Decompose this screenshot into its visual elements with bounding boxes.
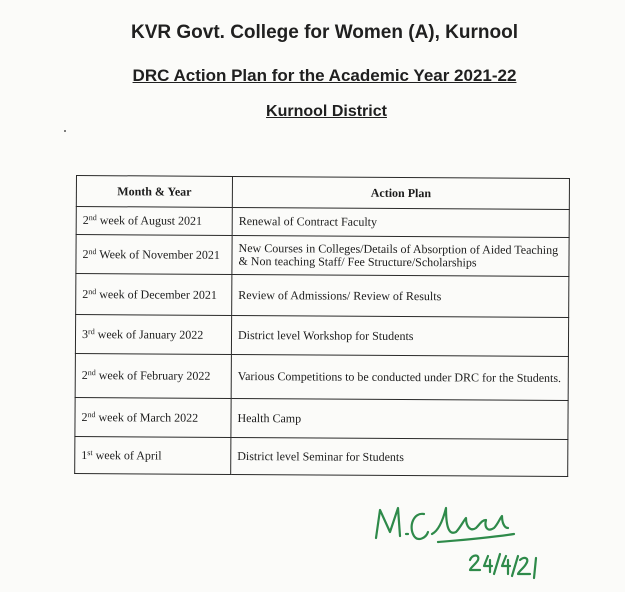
table-header-row (76, 176, 569, 210)
ordinal-suffix: st (87, 447, 93, 457)
ordinal: 3 (81, 326, 89, 341)
ordinal-suffix: nd (88, 246, 97, 256)
month-text: week of January 2022 (94, 326, 204, 342)
month-cell (76, 207, 232, 236)
month-text: week of December 2021 (96, 286, 217, 302)
table-row (75, 315, 568, 357)
scan-speck (64, 130, 66, 132)
action-cell: Review of Admissions/ Review of Results (232, 274, 569, 317)
table-row (75, 436, 568, 476)
ordinal: 2 (82, 246, 89, 261)
ordinal-suffix: nd (87, 409, 96, 419)
signature (368, 494, 548, 590)
ordinal: 2 (82, 213, 89, 228)
plan-title: DRC Action Plan for the Academic Year 2021-22 (132, 66, 517, 85)
action-plan-header: Action Plan (232, 176, 569, 209)
action-cell: District level Workshop for Students (231, 315, 568, 356)
action-cell: Renewal of Contract Faculty (232, 207, 569, 237)
table-row (75, 397, 568, 439)
month-text: Week of November 2021 (96, 246, 221, 262)
table-row (75, 353, 568, 400)
action-cell: New Courses in Colleges/Details of Absorption of Aided Teaching & Non teaching Staff/ Fee Structure/Scholarships (232, 235, 569, 276)
ordinal: 2 (81, 368, 88, 383)
ordinal: 2 (82, 286, 89, 301)
ordinal-suffix: nd (88, 286, 97, 296)
table-row (76, 274, 569, 318)
month-cell (75, 353, 231, 398)
ordinal: 2 (81, 409, 88, 424)
college-name: KVR Govt. College for Women (A), Kurnool (130, 22, 519, 43)
ordinal-suffix: nd (88, 213, 97, 223)
month-text: week of February 2022 (95, 368, 211, 383)
action-cell: Health Camp (231, 398, 568, 439)
action-plan-table (74, 175, 570, 477)
table-row (76, 207, 569, 238)
month-cell (75, 315, 231, 355)
table-row (76, 235, 569, 277)
ordinal-suffix: rd (88, 326, 95, 336)
month-cell (76, 274, 232, 316)
month-text: week of March 2022 (95, 409, 199, 425)
action-cell: District level Seminar for Students (231, 437, 568, 476)
month-cell (75, 436, 231, 474)
month-text: week of April (92, 447, 162, 463)
action-cell: Various Competitions to be conducted under DRC for the Students. (231, 354, 568, 400)
month-text: week of August 2021 (96, 213, 203, 228)
month-year-header: Month & Year (76, 176, 232, 208)
district-title: Kurnool District (266, 103, 387, 120)
ordinal: 1 (81, 447, 88, 462)
month-cell (75, 397, 231, 437)
ordinal-suffix: nd (87, 368, 96, 378)
month-cell (76, 235, 232, 275)
